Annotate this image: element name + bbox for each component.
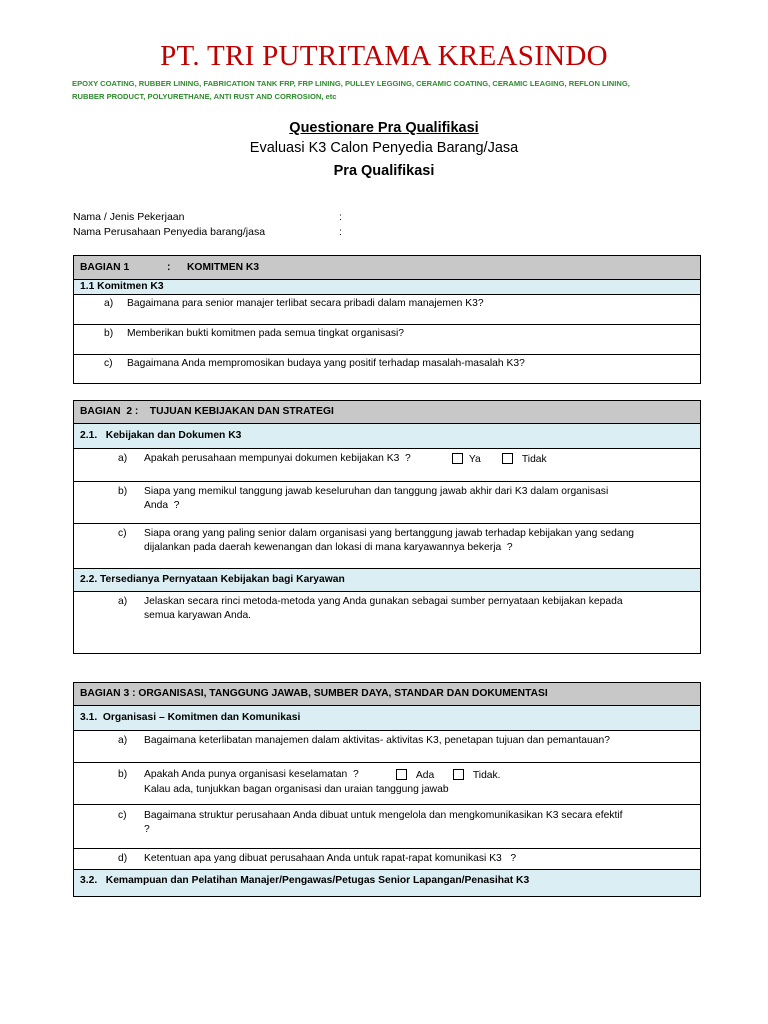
question-row	[74, 731, 700, 763]
question-row	[74, 805, 700, 849]
option-tidak[interactable]	[502, 453, 547, 465]
question-text-line-2: semua karyawan Anda.	[144, 610, 252, 621]
option-label: Ya	[468, 454, 481, 465]
question-letter: b)	[118, 486, 128, 497]
question-text: Apakah perusahaan mempunyai dokumen kebijakan K3 ?	[144, 453, 411, 464]
option-label: Tidak	[521, 454, 547, 465]
option-ya[interactable]	[452, 453, 481, 465]
section-colon: :	[167, 262, 171, 273]
question-row	[74, 849, 700, 870]
question-row	[74, 763, 700, 805]
question-text: Apakah Anda punya organisasi keselamatan ?	[144, 769, 359, 780]
question-text-line-2: dijalankan pada daerah kewenangan dan lokasi di mana karyawannya bekerja ?	[144, 542, 513, 553]
document-subtitle: Evaluasi K3 Calon Penyedia Barang/Jasa	[249, 140, 519, 156]
subsection-header: 3.2. Kemampuan dan Pelatihan Manajer/Pengawas/Petugas Senior Lapangan/Penasihat K3	[74, 870, 700, 896]
field-label: Nama Perusahaan Penyedia barang/jasa	[73, 226, 266, 238]
question-text: Bagaimana Anda mempromosikan budaya yang positif terhadap masalah-masalah K3?	[127, 358, 525, 369]
field-colon: :	[339, 226, 342, 238]
section-number: BAGIAN 1	[80, 262, 130, 273]
section-title: BAGIAN 2 : TUJUAN KEBIJAKAN DAN STRATEGI	[80, 406, 334, 417]
option-label: Tidak.	[472, 770, 501, 781]
question-letter: a)	[118, 735, 128, 746]
section-header	[74, 683, 700, 706]
section-header	[74, 401, 700, 424]
question-text: Jelaskan secara rinci metoda-metoda yang Anda gunakan sebagai sumber pernyataan kebijakan kepada	[144, 596, 623, 607]
section-title: KOMITMEN K3	[187, 262, 260, 273]
section-3	[73, 682, 701, 897]
subsection-header: 2.1. Kebijakan dan Dokumen K3	[74, 424, 700, 449]
question-text: Siapa orang yang paling senior dalam organisasi yang bertanggung jawab terhadap kebijakan yang sedang	[144, 528, 635, 539]
tagline-line-2: RUBBER PRODUCT, POLYURETHANE, ANTI RUST AND CORROSION, etc	[72, 92, 337, 101]
section-title: BAGIAN 3 : ORGANISASI, TANGGUNG JAWAB, SUMBER DAYA, STANDAR DAN DOKUMENTASI	[80, 688, 548, 699]
question-text-line-2: Anda ?	[144, 500, 180, 511]
company-tagline	[72, 77, 712, 103]
question-row	[74, 295, 700, 325]
option-label: Ada	[415, 770, 435, 781]
question-letter: c)	[118, 528, 127, 539]
checkbox[interactable]	[502, 453, 513, 464]
field-label: Nama / Jenis Pekerjaan	[73, 211, 185, 223]
question-text: Ketentuan apa yang dibuat perusahaan Anda untuk rapat-rapat komunikasi K3 ?	[144, 853, 517, 864]
question-text-line-2: ?	[144, 824, 150, 835]
question-letter: a)	[118, 453, 128, 464]
document-title: Questionare Pra Qualifikasi	[289, 120, 479, 136]
tagline-line-1: EPOXY COATING, RUBBER LINING, FABRICATION TANK FRP, FRP LINING, PULLEY LEGGING, CERAMIC COATING, CERAMIC LEAGING, REFLON LINING,	[72, 79, 630, 88]
subsection-header: 3.1. Organisasi – Komitmen dan Komunikasi	[74, 706, 700, 731]
checkbox[interactable]	[396, 769, 407, 780]
checkbox[interactable]	[452, 453, 463, 464]
option-ada[interactable]	[396, 769, 434, 781]
question-text: Memberikan bukti komitmen pada semua tingkat organisasi?	[127, 328, 405, 339]
field-colon: :	[339, 211, 342, 223]
question-letter: a)	[118, 596, 128, 607]
field-job-name	[73, 211, 342, 223]
question-text: Siapa yang memikul tanggung jawab keseluruhan dan tanggung jawab akhir dari K3 dalam organisasi	[144, 486, 609, 497]
question-text: Bagaimana struktur perusahaan Anda dibuat untuk mengelola dan mengkomunikasikan K3 secara efektif	[144, 810, 623, 821]
subsection-header: 1.1 Komitmen K3	[74, 280, 700, 295]
question-row	[74, 524, 700, 569]
question-letter: c)	[104, 358, 113, 369]
question-row	[74, 592, 700, 653]
field-company-name	[73, 226, 342, 238]
company-name: PT. TRI PUTRITAMA KREASINDO	[160, 40, 608, 72]
subsection-header: 2.2. Tersedianya Pernyataan Kebijakan bagi Karyawan	[74, 569, 700, 592]
section-1	[73, 255, 701, 384]
question-text: Bagaimana para senior manajer terlibat secara pribadi dalam manajemen K3?	[127, 298, 484, 309]
question-letter: d)	[118, 853, 128, 864]
question-text-line-2: Kalau ada, tunjukkan bagan organisasi dan uraian tanggung jawab	[144, 784, 449, 795]
question-row	[74, 325, 700, 355]
question-row	[74, 482, 700, 524]
question-row	[74, 355, 700, 383]
question-row	[74, 449, 700, 482]
question-letter: b)	[104, 328, 114, 339]
option-tidak[interactable]	[453, 769, 501, 781]
section-header	[74, 256, 700, 280]
document-subtitle-2: Pra Qualifikasi	[333, 163, 435, 179]
question-text: Bagaimana keterlibatan manajemen dalam aktivitas- aktivitas K3, penetapan tujuan dan pemantauan?	[144, 735, 610, 746]
question-letter: c)	[118, 810, 127, 821]
question-letter: b)	[118, 769, 128, 780]
checkbox[interactable]	[453, 769, 464, 780]
section-2	[73, 400, 701, 654]
question-letter: a)	[104, 298, 114, 309]
